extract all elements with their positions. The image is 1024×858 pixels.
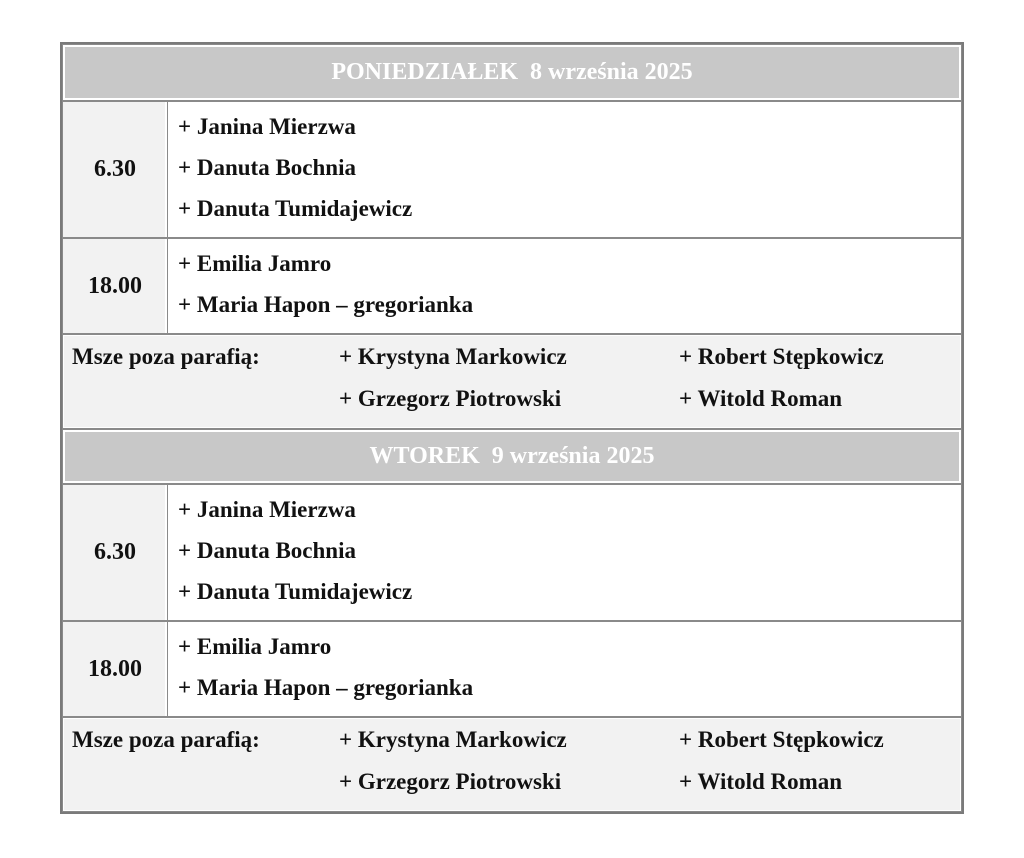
mass-schedule-table bbox=[60, 42, 964, 814]
outside-intention: + Witold Roman bbox=[679, 386, 843, 411]
intention-item: + Danuta Tumidajewicz bbox=[178, 196, 413, 221]
mass-row bbox=[62, 621, 962, 717]
intention-item: + Danuta Bochnia bbox=[178, 538, 356, 563]
mass-time: 18.00 bbox=[63, 239, 168, 333]
day-title: WTOREK 9 września 2025 bbox=[369, 443, 655, 469]
intention-item: + Janina Mierzwa bbox=[178, 114, 356, 139]
outside-intention: + Grzegorz Piotrowski bbox=[339, 386, 562, 411]
intention-item: + Emilia Jamro bbox=[178, 634, 332, 659]
outside-intention: + Krystyna Markowicz bbox=[339, 344, 567, 369]
mass-row bbox=[62, 484, 962, 621]
day-title: PONIEDZIAŁEK 8 września 2025 bbox=[331, 59, 693, 85]
intentions-list bbox=[168, 239, 961, 333]
outside-parish-masses bbox=[62, 334, 962, 429]
outside-intention: + Robert Stępkowicz bbox=[679, 727, 884, 752]
mass-row bbox=[62, 101, 962, 238]
intention-item: + Danuta Tumidajewicz bbox=[178, 579, 413, 604]
outside-intention: + Witold Roman bbox=[679, 769, 843, 794]
outside-intention: + Krystyna Markowicz bbox=[339, 727, 567, 752]
intention-item: + Janina Mierzwa bbox=[178, 497, 356, 522]
outside-parish-label: Msze poza parafią: bbox=[72, 727, 260, 752]
outside-intention: + Grzegorz Piotrowski bbox=[339, 769, 562, 794]
mass-time: 6.30 bbox=[63, 102, 168, 237]
day-header bbox=[62, 44, 962, 101]
intentions-list bbox=[168, 622, 961, 716]
outside-parish-label: Msze poza parafią: bbox=[72, 344, 260, 369]
intentions-list bbox=[168, 102, 961, 237]
mass-row bbox=[62, 238, 962, 334]
day-header bbox=[62, 429, 962, 484]
outside-intention: + Robert Stępkowicz bbox=[679, 344, 884, 369]
mass-time: 18.00 bbox=[63, 622, 168, 716]
intention-item: + Maria Hapon – gregorianka bbox=[178, 675, 474, 700]
intention-item: + Maria Hapon – gregorianka bbox=[178, 292, 474, 317]
outside-parish-masses bbox=[62, 717, 962, 812]
intentions-list bbox=[168, 485, 961, 620]
intention-item: + Emilia Jamro bbox=[178, 251, 332, 276]
mass-time: 6.30 bbox=[63, 485, 168, 620]
intention-item: + Danuta Bochnia bbox=[178, 155, 356, 180]
